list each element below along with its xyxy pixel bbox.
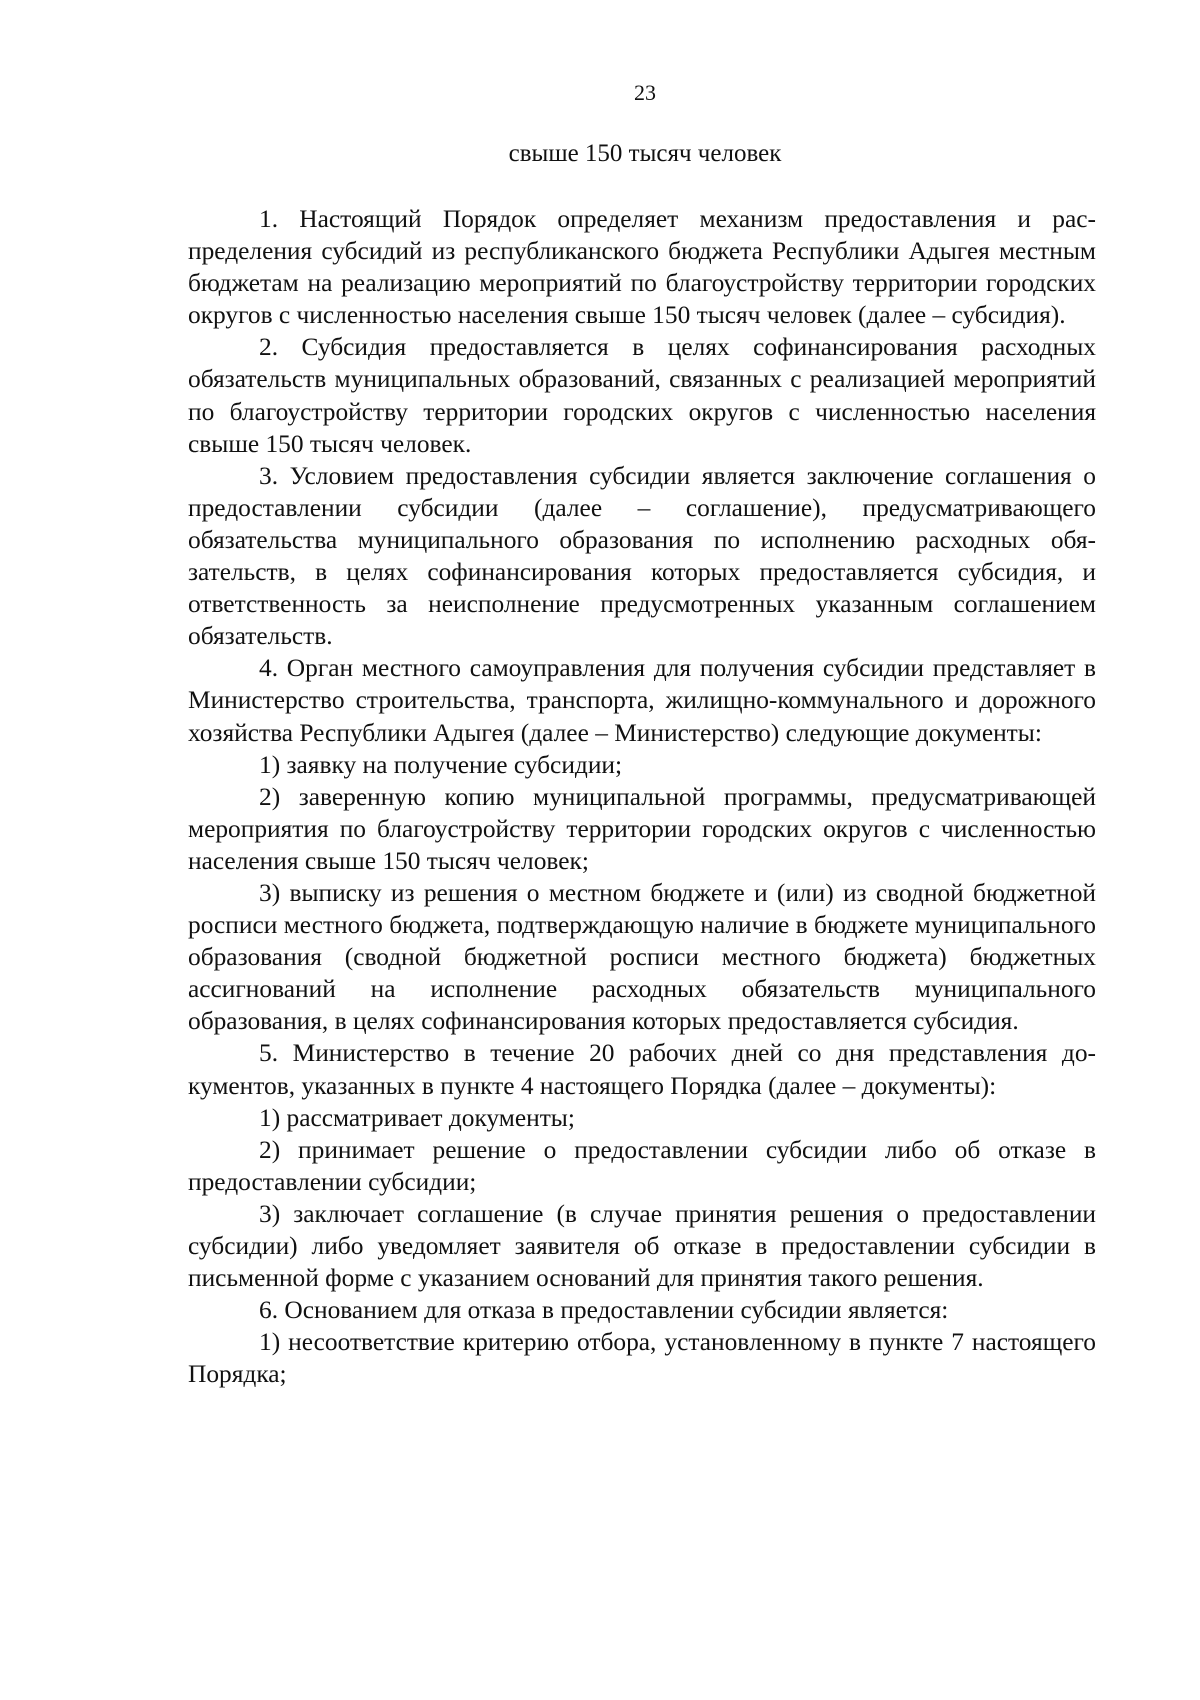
list-item: 1) заявку на получение субсидии; xyxy=(259,750,623,779)
paragraph: 1. Настоящий Порядок определяет механизм предоставления и распределения субсидий из республиканского бюджета Республики Адыгея местным бюджетам на реализацию мероприятий по благоустройству территории городских округов с численностью населения свыше 150 тысяч человек (далее – субсидия). xyxy=(188,205,1096,330)
section-heading: свыше 150 тысяч человек xyxy=(508,140,782,167)
paragraph: 2. Субсидия предоставляется в целях софинансирования расходных обязательств муниципальных образований, связанных с реализацией мероприятий по благоустройству территории городских округов с численностью населения свыше 150 тысяч человек. xyxy=(188,333,1096,458)
page-number: 23 xyxy=(634,80,656,105)
document-body xyxy=(188,203,1096,1390)
list-item: 2) принимает решение о предоставлении субсидии либо об отказе в предоставлении субсидии; xyxy=(188,1135,1096,1196)
list-item: 1) рассматривает документы; xyxy=(259,1103,575,1132)
list-item: 2) заверенную копию муниципальной программы, предусматривающей мероприятия по благоустройству территории городских округов с численностью населения свыше 150 тысяч человек; xyxy=(188,782,1096,875)
list-item: 1) несоответствие критерию отбора, установленному в пункте 7 настоящего Порядка; xyxy=(188,1328,1096,1389)
list-item: 3) заключает соглашение (в случае принятия решения о предоставлении субсидии) либо уведомляет заявителя об отказе в предоставлении субсидии в письменной форме с указанием оснований для принятия такого решения. xyxy=(188,1199,1096,1293)
paragraph: 5. Министерство в течение 20 рабочих дней со дня представления документов, указанных в пункте 4 настоящего Порядка (далее – документы): xyxy=(188,1039,1096,1100)
paragraph: 6. Основанием для отказа в предоставлении субсидии является: xyxy=(259,1296,949,1325)
list-item: 3) выписку из решения о местном бюджете и (или) из сводной бюджетной росписи местного бюджета, подтверждающую наличие в бюджете муниципального образования (сводной бюджетной росписи местного бюджета) бюджетных ассигнований на исполнение расходных обязательств муниципального образования, в целях софинансирования которых предоставляется субсидия. xyxy=(188,878,1096,1036)
paragraph: 3. Условием предоставления субсидии является заключение соглашения о предоставлении субсидии (далее – соглашение), предусматривающего обязательства муниципального образования по исполнению расходных обязательств, в целях софинансирования которых предоставляется субсидия, и ответственность за неисполнение предусмотренных указанным соглашением обязательств. xyxy=(188,461,1096,651)
paragraph: 4. Орган местного самоуправления для получения субсидии представляет в Министерство строительства, транспорта, жилищно-коммунального и дорожного хозяйства Республики Адыгея (далее – Министерство) следующие документы: xyxy=(188,654,1096,747)
